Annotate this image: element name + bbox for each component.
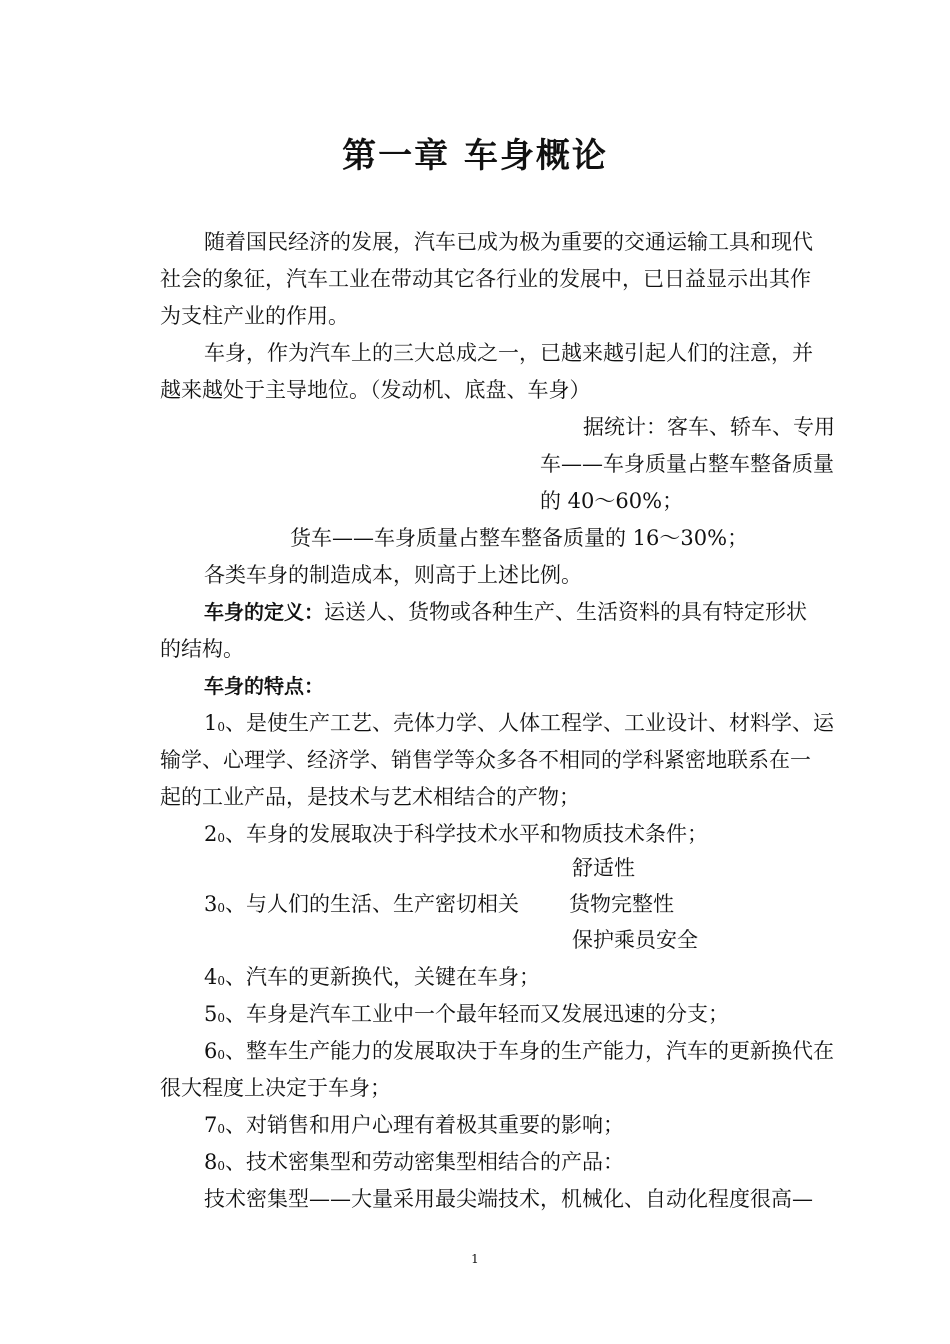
stats-line-4: 货车——车身质量占整车整备质量的 16～30%； (290, 526, 749, 550)
item-2 (204, 820, 708, 848)
item-2-number: 2 (204, 822, 218, 846)
item-1-line-3: 起的工业产品，是技术与艺术相结合的产物； (160, 785, 580, 809)
item-8-degree: 0 (217, 1159, 226, 1173)
item-8 (204, 1148, 624, 1176)
item-1-line-2: 输学、心理学、经济学、销售学等众多各不相同的学科紧密地联系在一 (160, 748, 811, 772)
paragraph-2-line-1: 车身，作为汽车上的三大总成之一，已越来越引起人们的注意，并 (204, 341, 813, 365)
item-5 (204, 1000, 729, 1028)
features-label: 车身的特点： (204, 674, 324, 698)
item-4-number: 4 (204, 965, 218, 989)
paragraph-2-line-2: 越来越处于主导地位。（发动机、底盘、车身） (160, 378, 591, 402)
definition-text: 运送人、货物或各种生产、生活资料的具有特定形状 (324, 600, 807, 624)
item-5-degree: 0 (217, 1011, 226, 1025)
item-6-degree: 0 (217, 1048, 226, 1062)
chapter-title: 第一章 车身概论 (342, 136, 608, 176)
item-4 (204, 963, 540, 991)
item-5-text: 、车身是汽车工业中一个最年轻而又发展迅速的分支； (225, 1002, 730, 1026)
paragraph-1-line-1: 随着国民经济的发展，汽车已成为极为重要的交通运输工具和现代 (204, 230, 813, 254)
item-8-number: 8 (204, 1150, 218, 1174)
paragraph-1-line-3: 为支柱产业的作用。 (160, 304, 349, 328)
item-6-line-1 (204, 1037, 834, 1065)
item-3-option-safety: 保护乘员安全 (572, 928, 698, 952)
stats-line-3: 的 40～60%； (540, 489, 684, 513)
item-1-line-1 (204, 709, 834, 737)
item-3 (204, 890, 519, 918)
item-3-option-cargo: 货物完整性 (569, 892, 674, 916)
item-7-degree: 0 (217, 1122, 226, 1136)
item-1-number: 1 (204, 711, 218, 735)
item-6-text: 、整车生产能力的发展取决于车身的生产能力，汽车的更新换代在 (225, 1039, 835, 1063)
item-4-text: 、汽车的更新换代，关键在车身； (225, 965, 541, 989)
item-3-option-comfort: 舒适性 (572, 856, 635, 880)
item-7-number: 7 (204, 1113, 218, 1137)
item-2-degree: 0 (217, 831, 226, 845)
item-6-line-2: 很大程度上决定于车身； (160, 1076, 391, 1100)
item-1-text: 、是使生产工艺、壳体力学、人体工程学、工业设计、材料学、运 (225, 711, 835, 735)
definition-continuation: 的结构。 (160, 637, 244, 661)
item-8-text: 、技术密集型和劳动密集型相结合的产品： (225, 1150, 625, 1174)
item-3-text: 、与人们的生活、生产密切相关 (225, 892, 520, 916)
stats-line-2: 车——车身质量占整车整备质量 (540, 452, 834, 476)
item-1-degree: 0 (217, 720, 226, 734)
definition-label: 车身的定义： (204, 600, 324, 624)
item-6-number: 6 (204, 1039, 218, 1063)
item-5-number: 5 (204, 1002, 218, 1026)
item-7 (204, 1111, 624, 1139)
stats-line-1: 据统计：客车、轿车、专用 (583, 415, 835, 439)
last-line: 技术密集型——大量采用最尖端技术，机械化、自动化程度很高— (204, 1187, 813, 1211)
definition-line (204, 598, 807, 626)
item-2-text: 、车身的发展取决于科学技术水平和物质技术条件； (225, 822, 709, 846)
item-7-text: 、对销售和用户心理有着极其重要的影响； (225, 1113, 625, 1137)
item-4-degree: 0 (217, 974, 226, 988)
item-3-degree: 0 (217, 901, 226, 915)
paragraph-1-line-2: 社会的象征，汽车工业在带动其它各行业的发展中，已日益显示出其作 (160, 267, 811, 291)
paragraph-3: 各类车身的制造成本，则高于上述比例。 (204, 563, 582, 587)
item-3-number: 3 (204, 892, 218, 916)
page-number: 1 (471, 1252, 479, 1266)
